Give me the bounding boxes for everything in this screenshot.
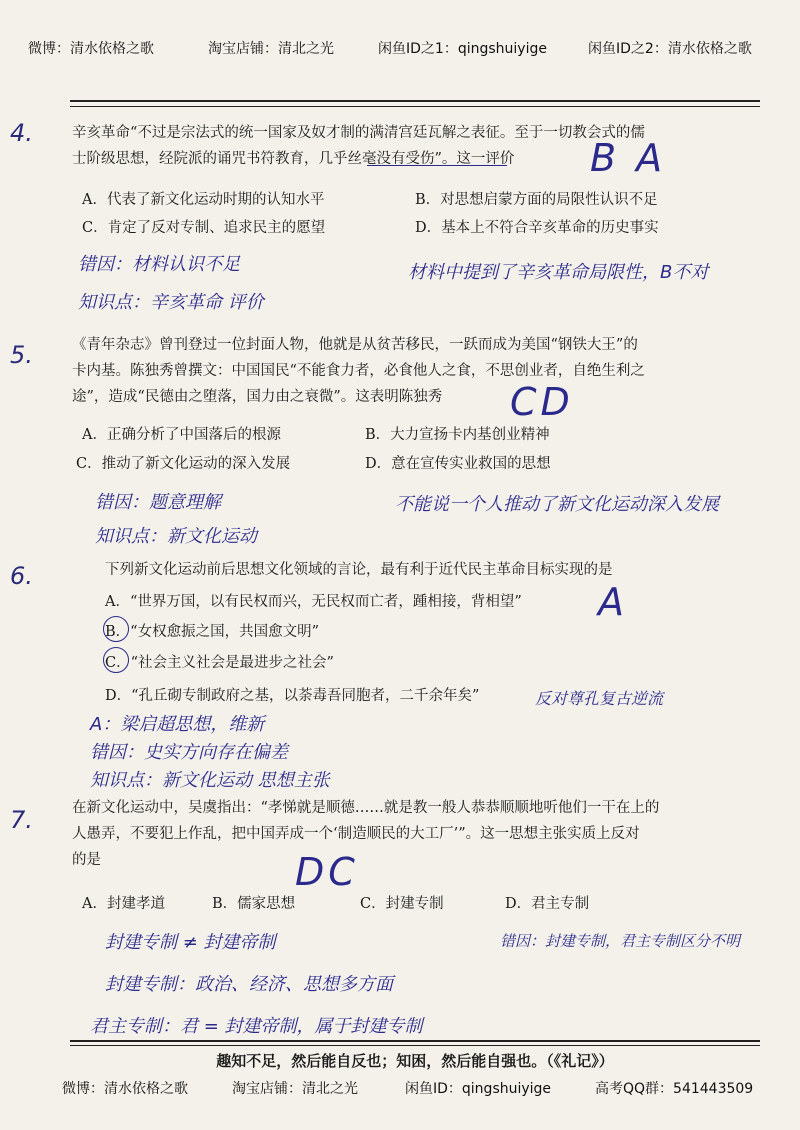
option-a: A．正确分析了中国落后的根源	[82, 427, 281, 443]
header-taobao: 淘宝店铺：清北之光	[208, 41, 334, 57]
option-b: B．儒家思想	[212, 896, 296, 912]
handwritten-answer: CD	[510, 380, 574, 424]
circle-mark	[103, 616, 129, 642]
option-b: B．“女权愈振之国，共国愈文明”	[105, 624, 319, 640]
proverb-prefix: 趣	[216, 1052, 232, 1070]
note-monarchy: 君主专制：君 = 封建帝制，属于封建专制	[90, 1016, 423, 1037]
question-number: 6.	[10, 562, 33, 590]
note-analysis: A：梁启超思想，维新	[90, 714, 265, 735]
handwritten-answer: A	[598, 580, 628, 624]
handwritten-answer: B A	[590, 136, 667, 180]
question-text-line: 在新文化运动中，吴虞指出：“孝悌就是顺德……就是教一般人恭恭顺顺地听他们一干在上的	[72, 800, 660, 816]
bottom-divider-thin	[70, 1045, 760, 1046]
underline-mark	[367, 165, 507, 166]
note-error-cause: 错因：材料认识不足	[78, 254, 240, 275]
option-b: B．对思想启蒙方面的局限性认识不足	[415, 192, 658, 208]
question-text-line: 卡内基。陈独秀曾撰文：中国国民“不能食力者，必食他人之食，不思创业者，自绝生利之	[72, 363, 645, 379]
note-explanation: 材料中提到了辛亥革命局限性，B不对	[408, 262, 709, 283]
question-number: 4.	[10, 119, 33, 147]
question-text-line: 途”，造成“民德由之堕落，国力由之衰微”。这表明陈独秀	[72, 389, 443, 405]
option-c: C．推动了新文化运动的深入发展	[76, 456, 291, 472]
note-knowledge-point: 知识点：辛亥革命 评价	[78, 292, 264, 313]
option-d: D．基本上不符合辛亥革命的历史事实	[415, 220, 659, 236]
question-text-line: 士阶级思想，经院派的诵咒书符教育，几乎丝毫没有受伤”。这一评价	[72, 151, 515, 167]
option-d: D．意在宣传实业救国的思想	[365, 456, 551, 472]
question-7	[10, 795, 762, 873]
question-text-line: 辛亥革命“不过是宗法式的统一国家及奴才制的满清宫廷瓦解之表征。至于一切教会式的儒	[72, 125, 645, 141]
option-c: C．肯定了反对专制、追求民主的愿望	[82, 220, 326, 236]
option-c: C．封建专制	[360, 896, 444, 912]
note-knowledge-point: 知识点：新文化运动	[95, 526, 257, 547]
circle-mark	[103, 647, 129, 673]
option-a: A．“世界万国，以有民权而兴，无民权而亡者，踵相接，背相望”	[105, 594, 522, 610]
header-weibo: 微博：清水依格之歌	[28, 41, 154, 57]
question-6	[10, 557, 755, 590]
question-text-line: 《青年杂志》曾刊登过一位封面人物，他就是从贫苦移民，一跃而成为美国“钢铁大王”的	[72, 337, 638, 353]
option-a: A．封建孝道	[82, 896, 165, 912]
question-text-line: 下列新文化运动前后思想文化领域的言论，最有利于近代民主革命目标实现的是	[105, 562, 613, 578]
note-error-cause: 错因：题意理解	[95, 492, 221, 513]
question-text-line: 人愚弄，不要犯上作乱，把中国弄成一个‘制造顺民的大工厂’”。这一思想主张实质上反对	[72, 826, 640, 842]
option-c: C．“社会主义社会是最进步之社会”	[105, 655, 334, 671]
note-feudal-autocracy: 封建专制：政治、经济、思想多方面	[105, 974, 393, 995]
bottom-divider	[70, 1040, 760, 1042]
note-explanation: 不能说一个人推动了新文化运动深入发展	[395, 494, 719, 515]
header-xianyu2: 闲鱼ID之2：清水依格之歌	[588, 41, 752, 57]
footer-xianyu: 闲鱼ID：qingshuiyige	[405, 1081, 552, 1097]
option-d: D．“孔丘砌专制政府之基，以荼毒吾同胞者，二千余年矣”	[105, 688, 480, 704]
top-divider	[70, 100, 760, 102]
top-divider-thin	[70, 106, 760, 107]
question-5	[10, 332, 762, 410]
note-comparison: 封建专制 ≠ 封建帝制	[105, 932, 276, 953]
option-b: B．大力宣扬卡内基创业精神	[365, 427, 550, 443]
footer-qq: 高考QQ群：541443509	[595, 1081, 754, 1097]
option-a: A．代表了新文化运动时期的认知水平	[82, 192, 325, 208]
footer-weibo: 微博：清水依格之歌	[62, 1081, 188, 1097]
note-error-cause: 错因：封建专制，君主专制区分不明	[500, 932, 741, 950]
proverb-text: 知不足，然后能自反也；知困，然后能自强也。（《礼记》）	[231, 1052, 614, 1070]
handwritten-answer: DC	[295, 850, 359, 894]
note-error-cause: 错因：史实方向存在偏差	[90, 742, 288, 763]
option-d: D．君主专制	[505, 896, 590, 912]
header-xianyu1: 闲鱼ID之1：qingshuiyige	[378, 41, 547, 57]
question-number: 7.	[10, 806, 33, 834]
note-knowledge-point: 知识点：新文化运动 思想主张	[90, 770, 330, 791]
question-text-line: 的是	[72, 852, 101, 868]
proverb	[70, 1050, 760, 1071]
footer-taobao: 淘宝店铺：清北之光	[232, 1081, 358, 1097]
question-number: 5.	[10, 341, 33, 369]
note-margin: 反对尊孔复古逆流	[535, 689, 664, 708]
